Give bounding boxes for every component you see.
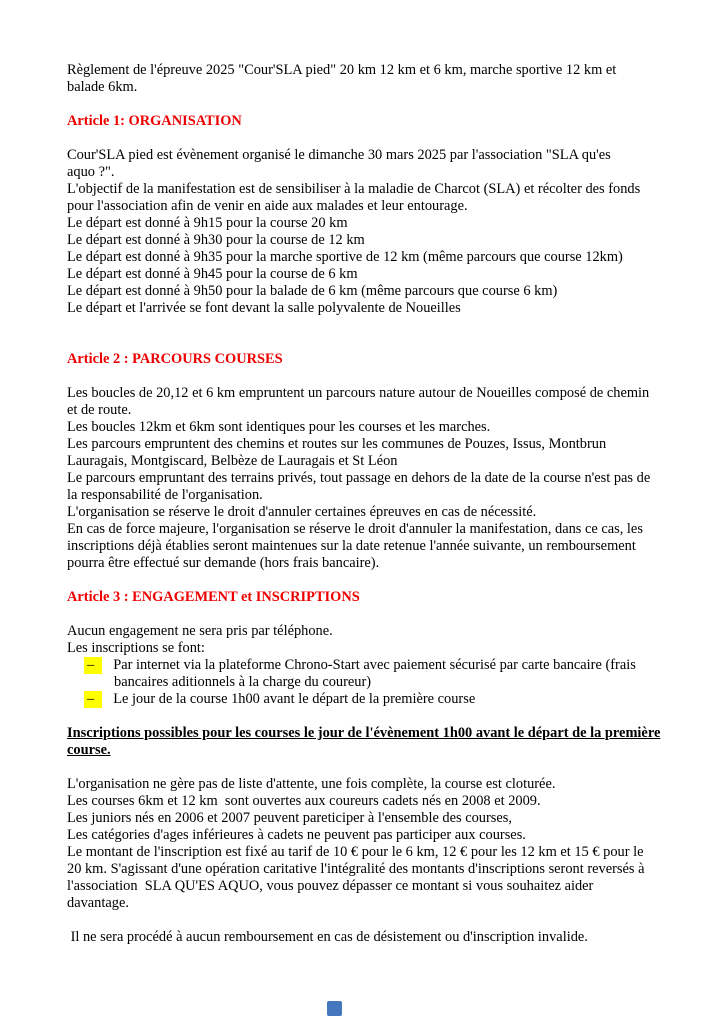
emphasized-notice bbox=[67, 725, 667, 759]
blank-line bbox=[67, 708, 667, 725]
text-line: pourra être effectué sur demande (hors frais bancaire). bbox=[67, 555, 380, 571]
text-line: – Le jour de la course 1h00 avant le départ de la première course bbox=[67, 691, 667, 708]
text-line: la responsabilité de l'organisation. bbox=[67, 487, 263, 503]
text-line: Le départ et l'arrivée se font devant la salle polyvalente de Noueilles bbox=[67, 300, 461, 316]
text-line: Aucun engagement ne sera pris par téléphone. bbox=[67, 623, 333, 639]
text-line: bancaires aditionnels à la charge du coureur) bbox=[114, 674, 372, 690]
text-line: Les boucles de 20,12 et 6 km empruntent un parcours nature autour de Noueilles composé de chemin bbox=[67, 385, 650, 401]
text-line: L'organisation ne gère pas de liste d'attente, une fois complète, la course est cloturée. bbox=[67, 776, 556, 792]
text-line: Les catégories d'ages inférieures à cadets ne peuvent pas participer aux courses. bbox=[67, 827, 526, 843]
text-line: l'association SLA QU'ES AQUO, vous pouvez dépasser ce montant si vous souhaitez aider bbox=[67, 878, 594, 894]
blank-line bbox=[67, 317, 667, 351]
bullet-item bbox=[67, 691, 667, 708]
text-line: Les inscriptions se font: bbox=[67, 640, 205, 656]
text-line: Le parcours empruntant des terrains privés, tout passage en dehors de la date de la course n'est pas de bbox=[67, 470, 651, 486]
text-line: course. bbox=[67, 742, 111, 758]
blank-line bbox=[67, 130, 667, 147]
text-line: aquo ?". bbox=[67, 164, 115, 180]
text-line: Le départ est donné à 9h30 pour la course de 12 km bbox=[67, 232, 365, 248]
text-line: – Par internet via la plateforme Chrono-Start avec paiement sécurisé par carte bancaire (frais bbox=[67, 657, 667, 674]
blank-line bbox=[67, 912, 667, 929]
text-line: L'objectif de la manifestation est de sensibiliser à la maladie de Charcot (SLA) et récolter des fonds bbox=[67, 181, 641, 197]
article-heading bbox=[67, 113, 667, 130]
text-line: balade 6km. bbox=[67, 79, 138, 95]
paragraph bbox=[67, 623, 667, 657]
text-line: Lauragais, Montgiscard, Belbèze de Lauragais et St Léon bbox=[67, 453, 398, 469]
text-line: En cas de force majeure, l'organisation se réserve le droit d'annuler la manifestation, dans ce cas, les bbox=[67, 521, 643, 537]
text-line: et de route. bbox=[67, 402, 132, 418]
blank-line bbox=[67, 368, 667, 385]
paragraph bbox=[67, 147, 667, 317]
text-line: Article 1: ORGANISATION bbox=[67, 113, 242, 129]
paragraph bbox=[67, 929, 667, 946]
document-page bbox=[67, 62, 667, 946]
text-line: Article 3 : ENGAGEMENT et INSCRIPTIONS bbox=[67, 589, 360, 605]
text-line: L'organisation se réserve le droit d'annuler certaines épreuves en cas de nécessité. bbox=[67, 504, 537, 520]
text-line: Les parcours empruntent des chemins et routes sur les communes de Pouzes, Issus, Montbrun bbox=[67, 436, 607, 452]
text-line: Il ne sera procédé à aucun remboursement en cas de désistement ou d'inscription invalide. bbox=[67, 929, 588, 945]
text-line: pour l'association afin de venir en aide aux malades et leur entourage. bbox=[67, 198, 468, 214]
text-line: Le départ est donné à 9h35 pour la marche sportive de 12 km (même parcours que course 12km) bbox=[67, 249, 623, 265]
text-line: Le départ est donné à 9h45 pour la course de 6 km bbox=[67, 266, 358, 282]
text-line: Le départ est donné à 9h15 pour la course 20 km bbox=[67, 215, 348, 231]
article-heading bbox=[67, 351, 667, 368]
bullet-item bbox=[67, 657, 667, 691]
paragraph bbox=[67, 62, 667, 96]
blank-line bbox=[67, 759, 667, 776]
text-line: Le montant de l'inscription est fixé au tarif de 10 € pour le 6 km, 12 € pour les 12 km et 15 € pour le bbox=[67, 844, 644, 860]
highlighted-dash-icon: – bbox=[84, 657, 102, 674]
blank-line bbox=[67, 96, 667, 113]
text-line: davantage. bbox=[67, 895, 129, 911]
text-line: Les boucles 12km et 6km sont identiques pour les courses et les marches. bbox=[67, 419, 491, 435]
text-line: Cour'SLA pied est évènement organisé le dimanche 30 mars 2025 par l'association "SLA qu'es bbox=[67, 147, 611, 163]
article-heading bbox=[67, 589, 667, 606]
text-line: Inscriptions possibles pour les courses le jour de l'évènement 1h00 avant le départ de la première bbox=[67, 725, 661, 741]
blank-line bbox=[67, 606, 667, 623]
text-line: inscriptions déjà établies seront maintenues sur la date retenue l'année suivante, un remboursement bbox=[67, 538, 636, 554]
paragraph bbox=[67, 385, 667, 572]
text-line: Le départ est donné à 9h50 pour la balade de 6 km (même parcours que course 6 km) bbox=[67, 283, 558, 299]
paragraph bbox=[67, 776, 667, 912]
page-bottom-blue-mark bbox=[327, 1001, 342, 1016]
text-line: 20 km. S'agissant d'une opération caritative l'intégralité des montants d'inscriptions seront reversés à bbox=[67, 861, 645, 877]
text-line: Article 2 : PARCOURS COURSES bbox=[67, 351, 283, 367]
text-line: Règlement de l'épreuve 2025 "Cour'SLA pied" 20 km 12 km et 6 km, marche sportive 12 km et bbox=[67, 62, 617, 78]
text-line: Les juniors nés en 2006 et 2007 peuvent pareticiper à l'ensemble des courses, bbox=[67, 810, 512, 826]
highlighted-dash-icon: – bbox=[84, 691, 102, 708]
text-line: Les courses 6km et 12 km sont ouvertes aux coureurs cadets nés en 2008 et 2009. bbox=[67, 793, 541, 809]
blank-line bbox=[67, 572, 667, 589]
